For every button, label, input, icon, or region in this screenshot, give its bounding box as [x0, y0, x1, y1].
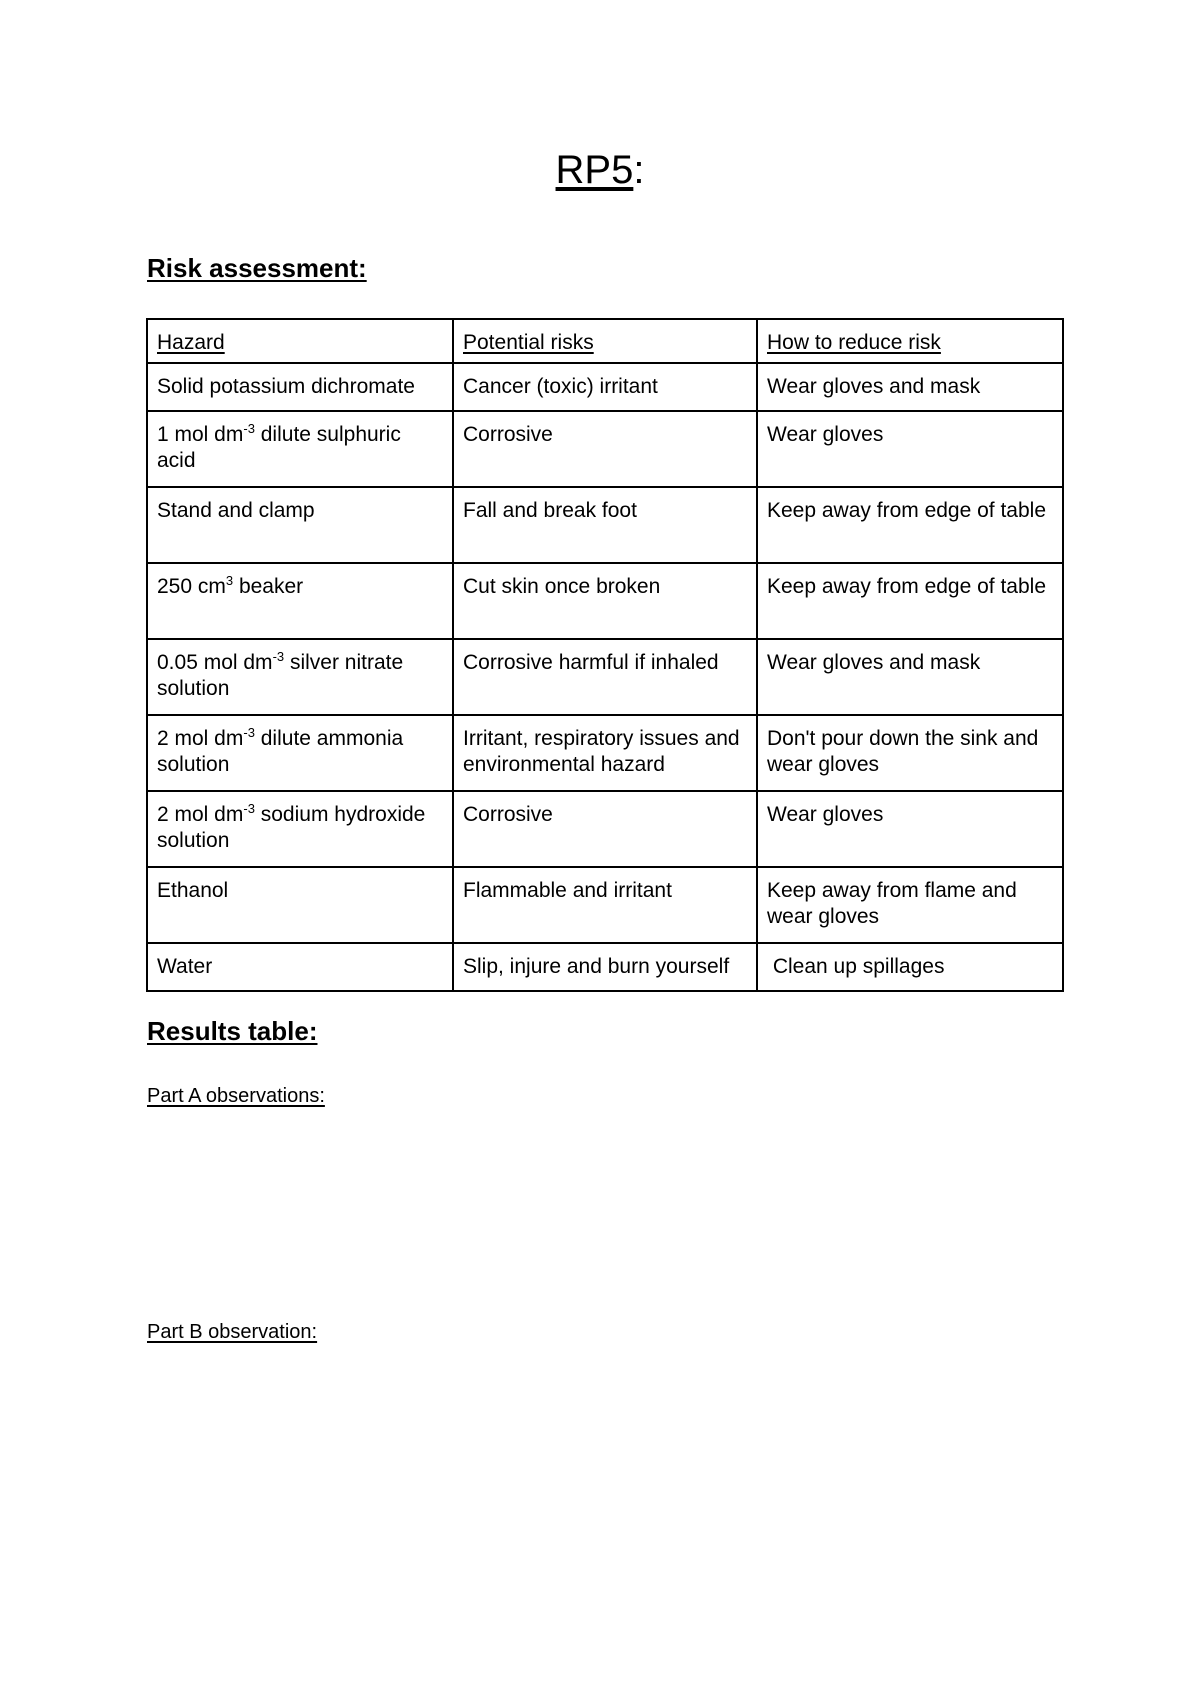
table-row	[147, 867, 1063, 943]
results-table-heading: Results table:	[147, 1016, 318, 1046]
page-title-suffix: :	[633, 148, 645, 192]
column-header-potential-risks: Potential risks	[453, 319, 757, 363]
table-row	[147, 715, 1063, 791]
reduce-cell: Wear gloves	[757, 791, 1063, 867]
reduce-cell: Keep away from edge of table	[757, 563, 1063, 639]
page-title	[0, 146, 1200, 194]
reduce-cell: Don't pour down the sink and wear gloves	[757, 715, 1063, 791]
table-row	[147, 791, 1063, 867]
table-row	[147, 943, 1063, 991]
hazard-cell: Water	[147, 943, 453, 991]
reduce-cell: Wear gloves and mask	[757, 639, 1063, 715]
part-a-observations-label: Part A observations:	[147, 1085, 325, 1107]
part-b-observation-label: Part B observation:	[147, 1321, 318, 1343]
risk-cell: Flammable and irritant	[453, 867, 757, 943]
risk-assessment-heading: Risk assessment:	[147, 253, 367, 283]
table-header-row	[147, 319, 1063, 363]
risk-cell: Irritant, respiratory issues and environmental hazard	[453, 715, 757, 791]
reduce-cell: Keep away from flame and wear gloves	[757, 867, 1063, 943]
hazard-cell: 2 mol $dm^{-3}$ dilute ammonia solution	[147, 715, 453, 791]
risk-cell: Cancer (toxic) irritant	[453, 363, 757, 411]
hazard-cell: 2 mol $dm^{-3}$ sodium hydroxide solution	[147, 791, 453, 867]
hazard-cell: Solid potassium dichromate	[147, 363, 453, 411]
reduce-cell: Clean up spillages	[757, 943, 1063, 991]
hazard-cell: 1 mol $dm^{-3}$ dilute sulphuric acid	[147, 411, 453, 487]
reduce-cell: Keep away from edge of table	[757, 487, 1063, 563]
hazard-cell: Ethanol	[147, 867, 453, 943]
risk-cell: Corrosive	[453, 791, 757, 867]
reduce-cell: Wear gloves and mask	[757, 363, 1063, 411]
table-row	[147, 487, 1063, 563]
hazard-cell: 250 $cm^3$ beaker	[147, 563, 453, 639]
page-title-main: RP5	[555, 148, 634, 192]
table-row	[147, 639, 1063, 715]
reduce-cell: Wear gloves	[757, 411, 1063, 487]
risk-cell: Slip, injure and burn yourself	[453, 943, 757, 991]
table-row	[147, 363, 1063, 411]
risk-cell: Corrosive	[453, 411, 757, 487]
risk-assessment-table	[146, 318, 1064, 992]
hazard-cell: Stand and clamp	[147, 487, 453, 563]
column-header-hazard: Hazard	[147, 319, 453, 363]
risk-cell: Cut skin once broken	[453, 563, 757, 639]
risk-cell: Fall and break foot	[453, 487, 757, 563]
table-row	[147, 563, 1063, 639]
risk-cell: Corrosive harmful if inhaled	[453, 639, 757, 715]
table-row	[147, 411, 1063, 487]
column-header-how-to-reduce-risk: How to reduce risk	[757, 319, 1063, 363]
hazard-cell: 0.05 mol $dm^{-3}$ silver nitrate solution	[147, 639, 453, 715]
